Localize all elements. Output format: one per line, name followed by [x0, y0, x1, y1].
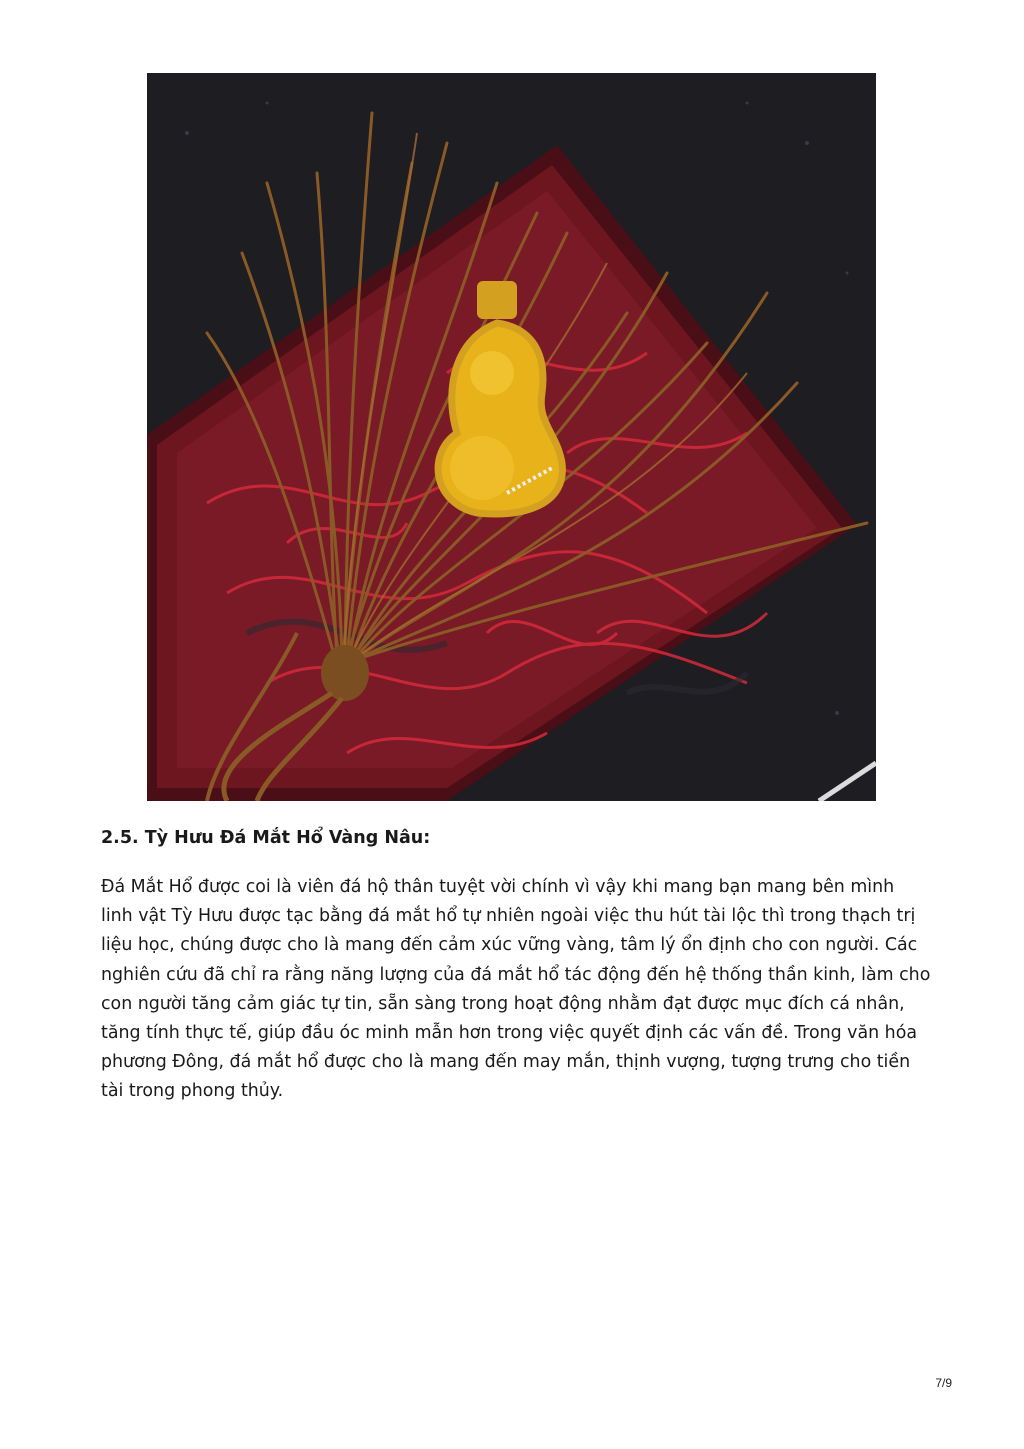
section-paragraph: Đá Mắt Hổ được coi là viên đá hộ thân tuyệt vời chính vì vậy khi mang bạn mang bên mình linh vật Tỳ Hưu được tạc bằng đá mắt hổ tự nhiên ngoài việc thu hút tài lộc thì trong thạch trị liệu học, chúng được cho là mang đến cảm xúc vững vàng, tâm lý ổn định cho con người. Các nghiên cứu đã chỉ ra rằng năng lượng của đá mắt hổ tác động đến hệ thống thần kinh, làm cho con người tăng cảm giác tự tin, sẵn sàng trong hoạt động nhằm đạt được mục đích cá nhân, tăng tính thực tế, giúp đầu óc minh mẫn hơn trong việc quyết định các vấn đề. Trong văn hóa phương Đông, đá mắt hổ được cho là mang đến may mắn, thịnh vượng, tượng trưng cho tiền tài trong phong thủy. [101, 877, 931, 1102]
page-number: 7/9 [935, 1376, 952, 1390]
pendant-photo [147, 73, 876, 801]
pendant-photo-illustration [147, 73, 876, 801]
section-heading: 2.5. Tỳ Hưu Đá Mắt Hổ Vàng Nâu: [101, 828, 431, 848]
